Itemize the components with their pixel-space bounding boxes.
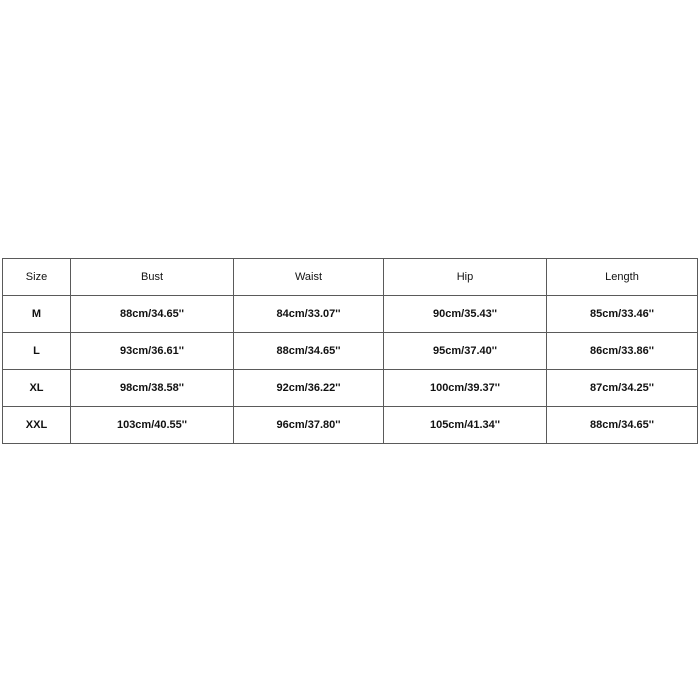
size-cell: XL <box>3 370 71 407</box>
header-size: Size <box>3 259 71 296</box>
size-cell: L <box>3 333 71 370</box>
size-chart-table <box>2 258 698 444</box>
bust-cell: 88cm/34.65'' <box>71 296 234 333</box>
hip-cell: 95cm/37.40'' <box>384 333 547 370</box>
size-cell: XXL <box>3 407 71 444</box>
header-length: Length <box>547 259 698 296</box>
bust-cell: 98cm/38.58'' <box>71 370 234 407</box>
bust-cell: 103cm/40.55'' <box>71 407 234 444</box>
length-cell: 85cm/33.46'' <box>547 296 698 333</box>
waist-cell: 84cm/33.07'' <box>234 296 384 333</box>
waist-cell: 96cm/37.80'' <box>234 407 384 444</box>
hip-cell: 90cm/35.43'' <box>384 296 547 333</box>
header-waist: Waist <box>234 259 384 296</box>
length-cell: 86cm/33.86'' <box>547 333 698 370</box>
bust-cell: 93cm/36.61'' <box>71 333 234 370</box>
table-row <box>3 333 698 370</box>
hip-cell: 100cm/39.37'' <box>384 370 547 407</box>
length-cell: 87cm/34.25'' <box>547 370 698 407</box>
size-cell: M <box>3 296 71 333</box>
waist-cell: 88cm/34.65'' <box>234 333 384 370</box>
hip-cell: 105cm/41.34'' <box>384 407 547 444</box>
waist-cell: 92cm/36.22'' <box>234 370 384 407</box>
table-row <box>3 296 698 333</box>
header-hip: Hip <box>384 259 547 296</box>
table-row <box>3 407 698 444</box>
header-bust: Bust <box>71 259 234 296</box>
length-cell: 88cm/34.65'' <box>547 407 698 444</box>
table-header-row <box>3 259 698 296</box>
table-row <box>3 370 698 407</box>
